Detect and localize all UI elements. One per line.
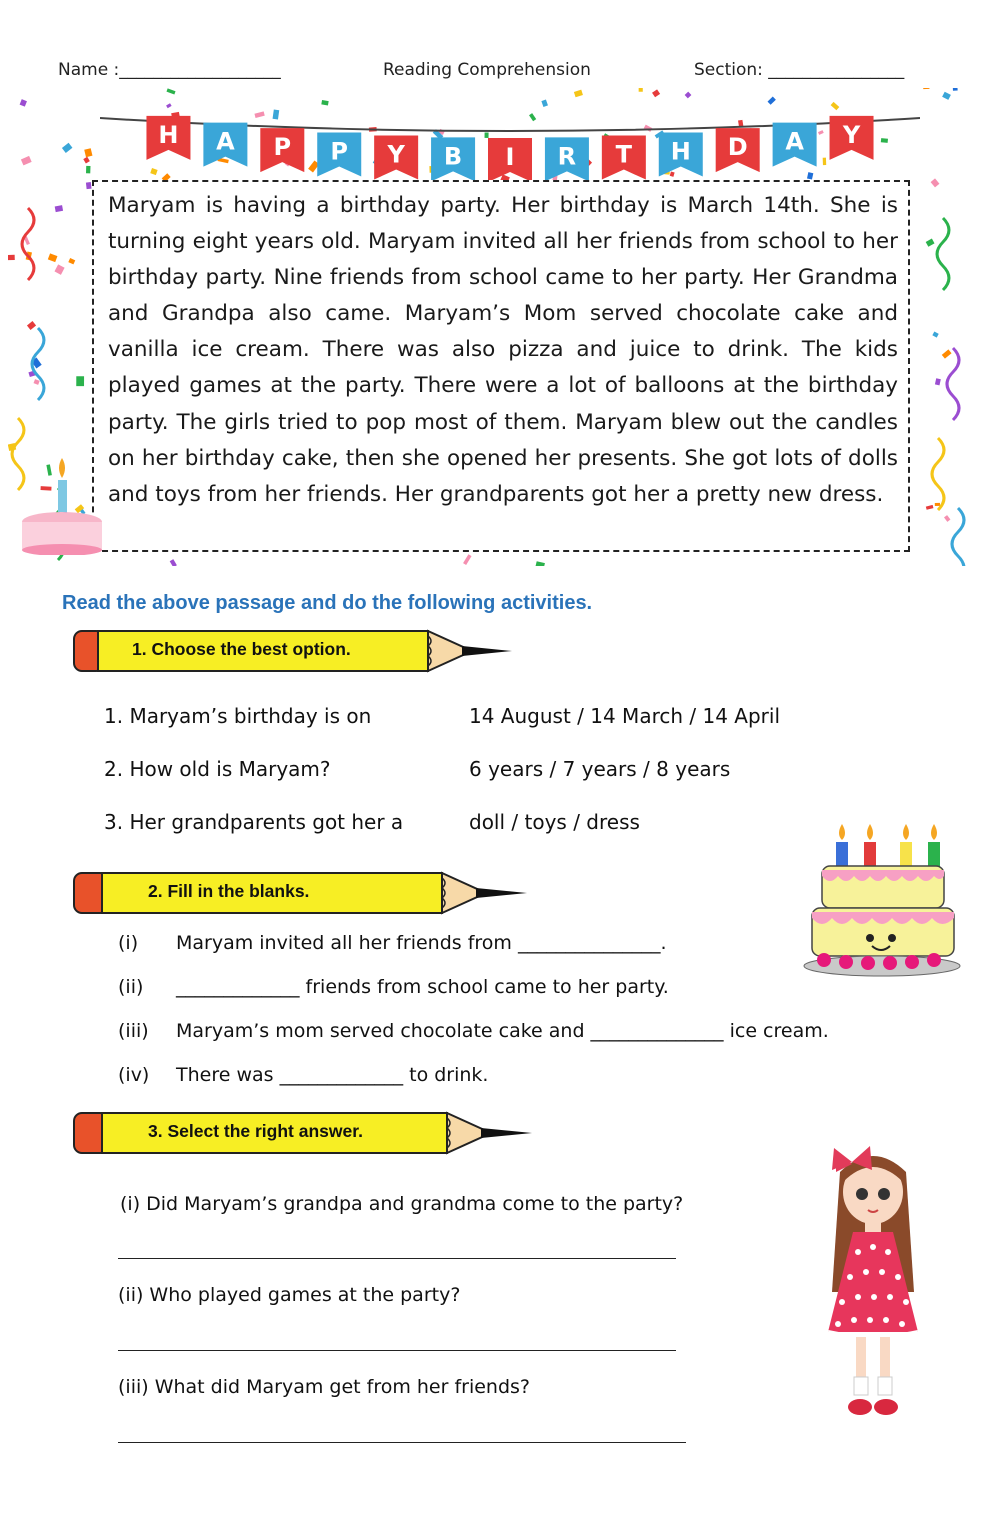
s3-answer-line-1[interactable]	[118, 1258, 676, 1259]
girl-illustration	[818, 1142, 928, 1427]
banner-flag	[716, 128, 760, 172]
s1-options-2: 6 years / 7 years / 8 years	[469, 757, 731, 781]
s2-text-4: There was _____________ to drink.	[176, 1064, 489, 1086]
section3-pencil-header	[72, 1110, 532, 1156]
section1-title: 1. Choose the best option.	[132, 639, 351, 659]
s3-answer-line-2[interactable]	[118, 1350, 676, 1351]
s2-num-3: (iii)	[118, 1020, 149, 1042]
svg-text:P: P	[330, 137, 349, 166]
section3-title: 3. Select the right answer.	[148, 1121, 363, 1141]
banner-flag	[260, 128, 304, 172]
section1-pencil-header	[72, 628, 512, 674]
s3-question-1: (i) Did Maryam’s grandpa and grandma come to the party?	[120, 1193, 684, 1215]
banner-flag	[602, 136, 646, 180]
s1-question-2: 2. How old is Maryam?	[104, 757, 331, 781]
s2-text-1: Maryam invited all her friends from _______________.	[176, 932, 667, 954]
s2-num-4: (iv)	[118, 1064, 150, 1086]
svg-text:B: B	[443, 142, 463, 171]
s1-options-1: 14 August / 14 March / 14 April	[469, 704, 780, 728]
svg-text:I: I	[505, 143, 515, 171]
section2-title: 2. Fill in the blanks.	[148, 881, 310, 901]
s1-question-1: 1. Maryam’s birthday is on	[104, 704, 372, 728]
s1-options-3: doll / toys / dress	[469, 810, 640, 834]
banner-flag	[374, 136, 418, 180]
svg-text:H: H	[670, 137, 691, 166]
banner-flag	[545, 137, 589, 181]
s1-question-3: 3. Her grandparents got her a	[104, 810, 404, 834]
left-cake-illustration	[14, 450, 104, 555]
s2-text-2: _____________ friends from school came to her party.	[176, 976, 669, 998]
section2-pencil-header	[72, 870, 527, 916]
reading-passage: Maryam is having a birthday party. Her birthday is March 14th. She is turning eight years old. Maryam invited all her friends from school to her birthday party. Nine friends from school came to her party. Her Grandma and Grandpa also came. Maryam’s Mom served chocolate cake and vanilla ice cream. There was also pizza and juice to drink. The kids played games at the party. There were a lot of balloons at the birthday party. The girls tried to pop most of them. Maryam blew out the candles on her birthday cake, then she opened her presents. She got lots of dolls and toys from her friends. Her grandparents got her a pretty new dress.	[108, 193, 898, 507]
svg-text:A: A	[216, 127, 235, 156]
s3-question-2: (ii) Who played games at the party?	[118, 1284, 461, 1306]
worksheet-title: Reading Comprehension	[383, 60, 591, 80]
cake-illustration	[800, 820, 965, 985]
banner-flag	[146, 116, 190, 160]
svg-text:T: T	[615, 140, 633, 169]
svg-text:D: D	[727, 133, 748, 162]
svg-text:A: A	[785, 127, 804, 156]
s2-text-3: Maryam’s mom served chocolate cake and ______________ ice cream.	[176, 1020, 829, 1042]
svg-text:H: H	[158, 120, 179, 149]
s2-num-1: (i)	[118, 932, 139, 954]
name-field-label: Name :___________________	[58, 60, 281, 80]
banner-flag	[317, 132, 361, 176]
happy-birthday-banner	[100, 96, 920, 186]
svg-text:Y: Y	[387, 140, 405, 169]
passage-box	[92, 180, 910, 552]
banner-flag	[773, 123, 817, 167]
svg-text:R: R	[557, 142, 577, 171]
s2-num-2: (ii)	[118, 976, 144, 998]
svg-text:P: P	[273, 133, 292, 162]
activity-instruction: Read the above passage and do the following activities.	[62, 592, 593, 614]
banner-flag	[431, 137, 475, 181]
banner-flag	[488, 138, 532, 182]
banner-flag	[203, 123, 247, 167]
svg-text:Y: Y	[842, 120, 861, 149]
banner-flag	[830, 116, 874, 160]
s3-question-3: (iii) What did Maryam get from her friends?	[118, 1376, 531, 1398]
banner-flag	[659, 132, 703, 176]
section-field-label: Section: ________________	[694, 60, 905, 80]
s3-answer-line-3[interactable]	[118, 1442, 686, 1443]
